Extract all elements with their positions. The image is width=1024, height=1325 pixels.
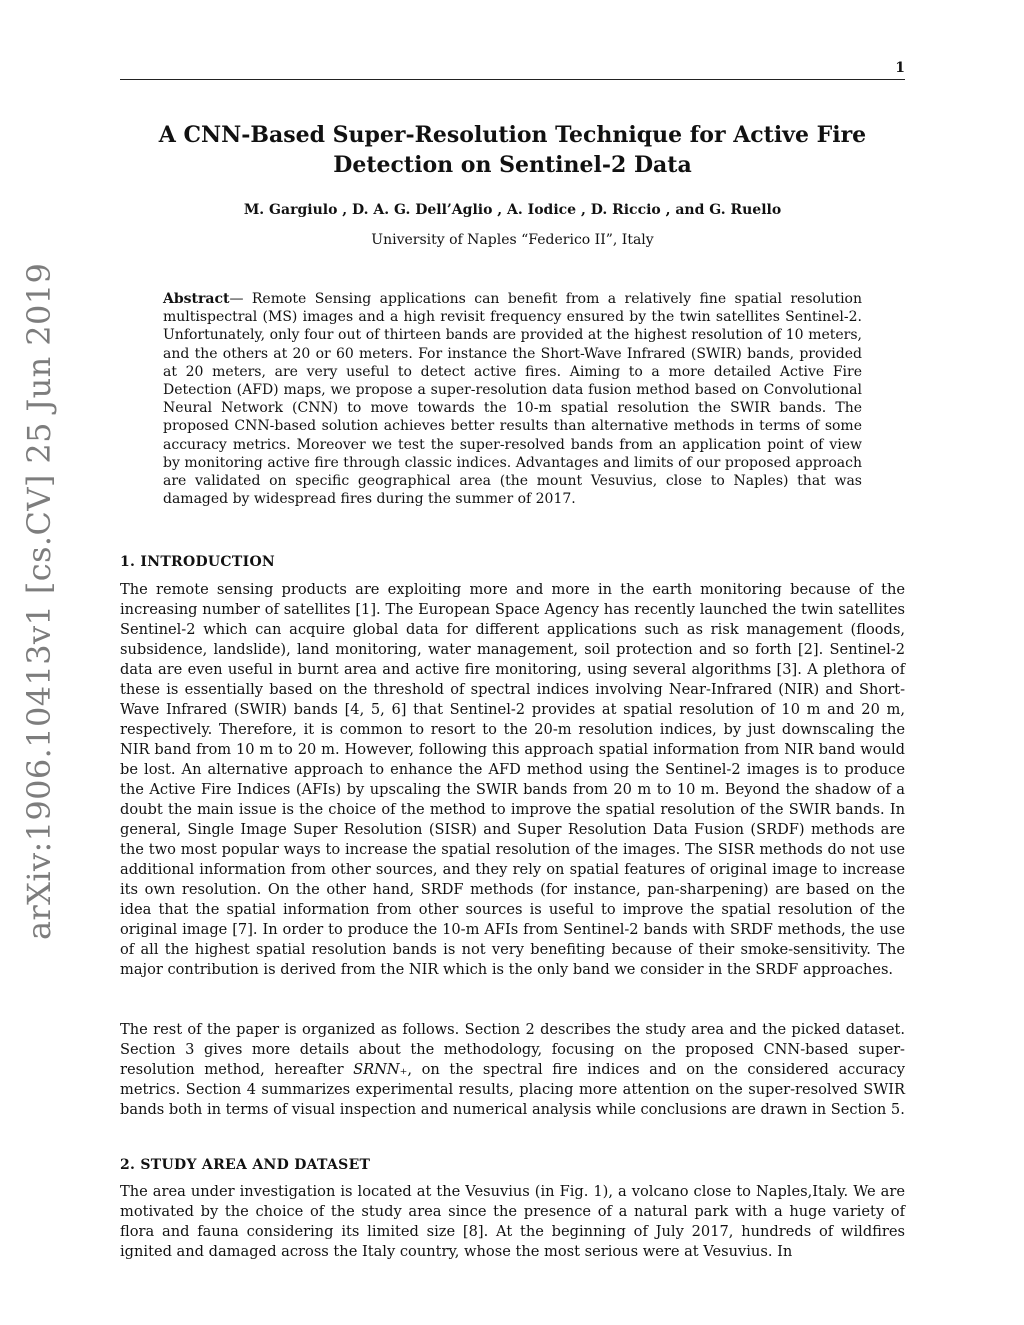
section-heading-introduction: 1. INTRODUCTION — [120, 554, 276, 570]
introduction-paragraph-2 — [120, 1020, 905, 1120]
abstract-label: Abstract — [163, 291, 230, 307]
abstract — [163, 290, 862, 508]
arxiv-identifier: arXiv:1906.10413v1 [cs.CV] 25 Jun 2019 — [20, 262, 58, 940]
paragraph-text: , on the spectral fire indices and on the considered accuracy metrics. Section 4 summarizes experimental results, placing more attention on the super-resolved SWIR bands both in terms of visual inspection and numerical analysis while conclusions are drawn in Section 5. — [120, 1061, 906, 1118]
page-number: 1 — [895, 60, 905, 76]
affiliation: University of Naples “Federico II”, Italy — [371, 232, 654, 248]
method-symbol: SRNN₊ — [353, 1061, 408, 1078]
introduction-paragraph-1: The remote sensing products are exploiting more and more in the earth monitoring because of the increasing number of satellites [1]. The European Space Agency has recently launched the twin satellites Sentinel-2 which can acquire global data for different applications such as risk management (floods, subsidence, landslide), land monitoring, water management, soil protection and so forth [2]. Sentinel-2 data are even useful in burnt area and active fire monitoring, using several algorithms [3]. A plethora of these is essentially based on the threshold of spectral indices involving Near-Infrared (NIR) and Short-Wave Infrared (SWIR) bands [4, 5, 6] that Sentinel-2 provides at spatial resolution of 10 m and 20 m, respectively. Therefore, it is common to resort to the 20-m resolution indices, by just downscaling the NIR band from 10 m to 20 m. However, following this approach spatial information from NIR band would be lost. An alternative approach to enhance the AFD method using the Sentinel-2 images is to produce the Active Fire Indices (AFIs) by upscaling the SWIR bands from 20 m to 10 m. Beyond the shadow of a doubt the main issue is the choice of the method to improve the spatial resolution of the SWIR bands. In general, Single Image Super Resolution (SISR) and Super Resolution Data Fusion (SRDF) methods are the two most popular ways to increase the spatial resolution of the images. The SISR methods do not use additional information from other sources, and they rely on spatial features of original image to increase its own resolution. On the other hand, SRDF methods (for instance, pan-sharpening) are based on the idea that the spatial information from other sources is useful to improve the spatial resolution of the original image [7]. In order to produce the 10-m AFIs from Sentinel-2 bands with SRDF methods, the use of all the highest spatial resolution bands is not very benefiting because of their smoke-sensitivity. The major contribution is derived from the NIR which is the only band we consider in the SRDF approaches. — [120, 581, 905, 978]
author-list: M. Gargiulo , D. A. G. Dell’Aglio , A. Iodice , D. Riccio , and G. Ruello — [243, 202, 782, 218]
study-area-paragraph-1: The area under investigation is located at the Vesuvius (in Fig. 1), a volcano close to Naples,Italy. We are motivated by the choice of the study area since the presence of a natural park with a huge variety of flora and fauna considering its limited size [8]. At the beginning of July 2017, hundreds of wildfires ignited and damaged across the Italy country, whose the most serious were at Vesuvius. In — [120, 1183, 905, 1260]
abstract-text: Remote Sensing applications can benefit from a relatively fine spatial resolution multispectral (MS) images and a high revisit frequency ensured by the twin satellites Sentinel-2. Unfortunately, only four out of thirteen bands are provided at the highest resolution of 10 meters, and the others at 20 or 60 meters. For instance the Short-Wave Infrared (SWIR) bands, provided at 20 meters, are very useful to detect active fires. Aiming to a more detailed Active Fire Detection (AFD) maps, we propose a super-resolution data fusion method based on Convolutional Neural Network (CNN) to move towards the 10-m spatial resolution the SWIR bands. The proposed CNN-based solution achieves better results than alternative methods in terms of some accuracy metrics. Moreover we test the super-resolved bands from an application point of view by monitoring active fire through classic indices. Advantages and limits of our proposed approach are validated on specific geographical area (the mount Vesuvius, close to Naples) that was damaged by widespread fires during the summer of 2017. — [163, 291, 862, 508]
header-rule — [120, 79, 905, 80]
section-heading-study-area: 2. STUDY AREA AND DATASET — [120, 1157, 371, 1173]
paper-title: A CNN-Based Super-Resolution Technique for Active Fire Detection on Sentinel-2 Data — [158, 122, 867, 178]
abstract-separator: — — [229, 291, 252, 307]
paragraph-text: The rest of the paper is organized as follows. Section 2 describes the study area and the picked dataset. Section 3 gives more details about the methodology, focusing on the proposed CNN-based super-resolution method, hereafter — [120, 1021, 905, 1078]
